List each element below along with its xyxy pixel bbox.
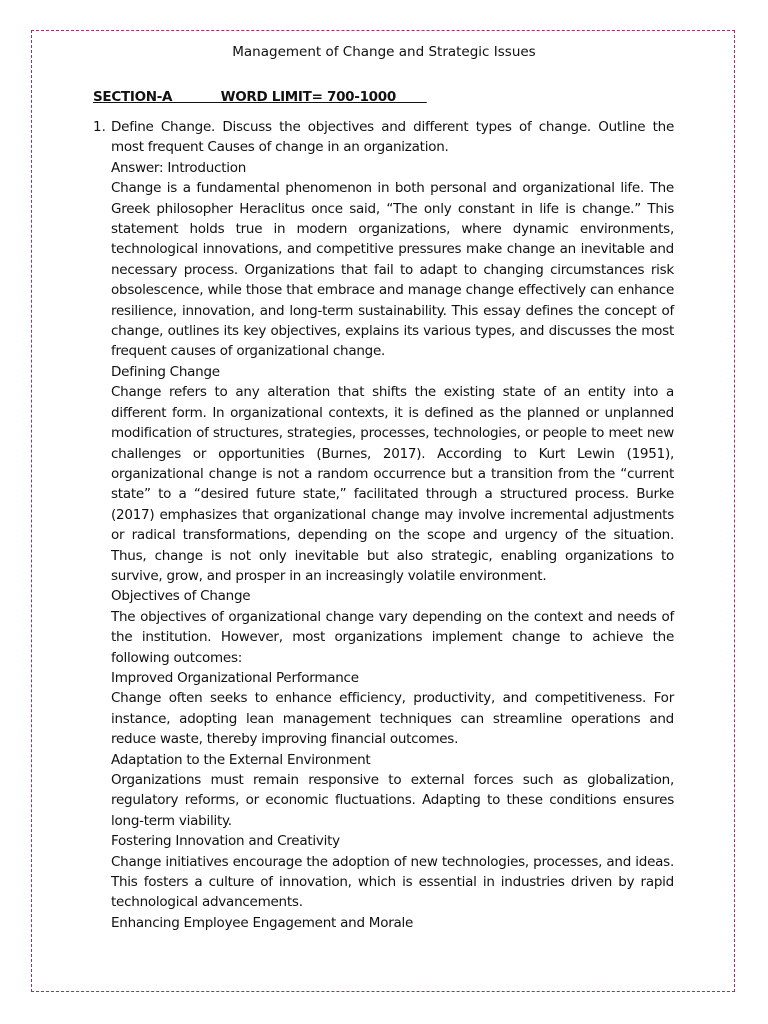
section-heading: SECTION-A WORD LIMIT= 700-1000 xyxy=(93,89,427,105)
defining-change-heading: Defining Change xyxy=(111,363,220,380)
question-body xyxy=(111,117,674,933)
performance-paragraph: Change often seeks to enhance efficiency, productivity, and competitiveness. For instance, adopting lean management techniques can streamline operations and reduce waste, thereby improving financial outcomes. xyxy=(111,690,674,748)
defining-change-paragraph: Change refers to any alteration that shifts the existing state of an entity into a different form. In organizational contexts, it is defined as the planned or unplanned modification of structures, strategies, processes, technologies, or people to meet new challenges or opportunities (Burnes, 2017). According to Kurt Lewin (1951), organizational change is not a random occurrence but a transition from the “current state” to a “desired future state,” facilitated through a structured process. Burke (2017) emphasizes that organizational change may involve incremental adjustments or radical transformations, depending on the scope and urgency of the situation. Thus, change is not only inevitable but also strategic, enabling organizations to survive, grow, and prosper in an increasingly volatile environment. xyxy=(111,384,674,584)
performance-heading: Improved Organizational Performance xyxy=(111,669,359,686)
introduction-paragraph: Change is a fundamental phenomenon in both personal and organizational life. The Greek philosopher Heraclitus once said, “The only constant in life is change.” This statement holds true in modern organizations, where dynamic environments, technological innovations, and competitive pressures make change an inevitable and necessary process. Organizations that fail to adapt to changing circumstances risk obsolescence, while those that embrace and manage change effectively can enhance resilience, innovation, and long-term sustainability. This essay defines the concept of change, outlines its key objectives, explains its various types, and discusses the most frequent causes of organizational change. xyxy=(111,180,674,360)
adaptation-heading: Adaptation to the External Environment xyxy=(111,751,371,768)
engagement-heading: Enhancing Employee Engagement and Morale xyxy=(111,914,414,931)
question-number: 1. xyxy=(93,119,106,135)
answer-heading: Answer: Introduction xyxy=(111,159,247,176)
adaptation-paragraph: Organizations must remain responsive to external forces such as globalization, regulatory reforms, or economic fluctuations. Adapting to these conditions ensures long-term viability. xyxy=(111,772,674,829)
objectives-heading: Objectives of Change xyxy=(111,588,251,605)
innovation-heading: Fostering Innovation and Creativity xyxy=(111,833,340,850)
question-prompt: Define Change. Discuss the objectives and different types of change. Outline the most frequent Causes of change in an organization. xyxy=(111,119,674,156)
innovation-paragraph: Change initiatives encourage the adoption of new technologies, processes, and ideas. This fosters a culture of innovation, which is essential in industries driven by rapid technological advancements. xyxy=(111,853,674,911)
document-title: Management of Change and Strategic Issues xyxy=(232,44,536,60)
objectives-paragraph: The objectives of organizational change vary depending on the context and needs of the institution. However, most organizations implement change to achieve the following outcomes: xyxy=(111,608,674,666)
